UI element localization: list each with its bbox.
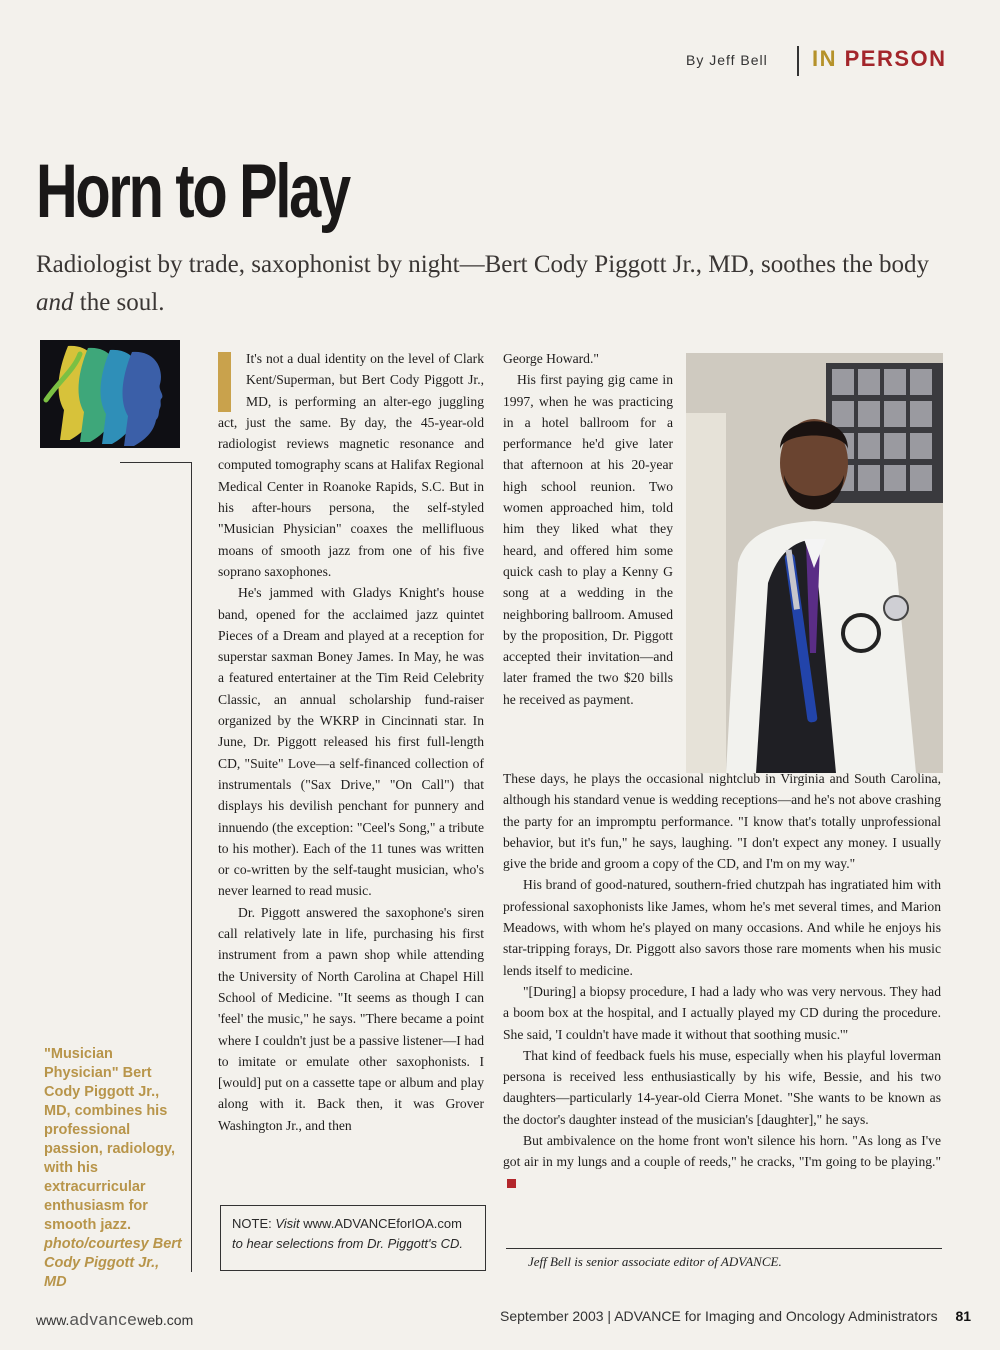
author-rule bbox=[506, 1248, 942, 1249]
deck-text-1: Radiologist by trade, saxophonist by night—Bert Cody Piggott Jr., MD, soothes the body bbox=[36, 251, 930, 278]
section-label-in: IN bbox=[812, 46, 837, 71]
article-paragraph: It's not a dual identity on the level of Clark Kent/Superman, but Bert Cody Piggott Jr., MD, is performing an alter-ego juggling act, just the same. By day, the 45-year-old radiologist reviews magnetic resonance and computed tomography scans at Halifax Regional Medical Center in Roanoke Rapids, S.C. But in his after-hours persona, the self-styled "Musician Physician" coaxes the mellifluous moans of smooth jazz from one of his five soprano saxophones. bbox=[218, 351, 484, 579]
article-column-2-bottom bbox=[503, 768, 941, 1194]
header-divider bbox=[797, 46, 799, 76]
footer-site-suffix: web.com bbox=[137, 1312, 194, 1328]
author-note: Jeff Bell is senior associate editor of ADVANCE. bbox=[528, 1254, 782, 1269]
footer-publication: ADVANCE for Imaging and Oncology Administrators bbox=[614, 1308, 938, 1324]
article-column-2-top bbox=[503, 348, 673, 710]
caption-rule-side bbox=[191, 462, 192, 1272]
photo-caption bbox=[44, 1045, 184, 1292]
deck-emphasis: and bbox=[36, 289, 74, 316]
article-paragraph: That kind of feedback fuels his muse, especially when his playful loverman persona is received less enthusiastically by his wife, Bessie, and his two daughters—particularly 14-year-old Cierra Monet. "She wants to be known as the doctor's daughter instead of the musician's [daughter]," he says. bbox=[503, 1047, 941, 1127]
article-paragraph: He's jammed with Gladys Knight's house band, opened for the acclaimed jazz quintet Pieces of a Dream and played at a reception for superstar saxman Boney James. In May, he was a featured entertainer at the Tim Reid Celebrity Classic, an annual scholarship fund-raiser organized by the WKRP in Cincinnati star. In June, Dr. Piggott released his first full-length CD, "Suite" Love—a self-financed collection of instrumentals ("Sax Drive," "On Call") that displays his devilish penchant for punnery and innuendo (the exception: "Ceel's Song," a tribute to his mother). Each of the 11 tunes was written or co-written by the self-taught musician, who's never learned to read music. bbox=[218, 585, 484, 899]
note-text bbox=[232, 1214, 480, 1254]
note-visit: Visit bbox=[275, 1216, 304, 1231]
end-mark-icon bbox=[507, 1179, 516, 1188]
article-paragraph bbox=[503, 1130, 941, 1194]
byline: By Jeff Bell bbox=[686, 52, 768, 68]
photo-credit: photo/courtesy Bert Cody Piggott Jr., MD bbox=[44, 1236, 182, 1290]
footer-site-brand: advance bbox=[69, 1310, 138, 1329]
section-label-person: PERSON bbox=[844, 46, 947, 71]
footer-website[interactable] bbox=[36, 1310, 193, 1330]
article-paragraph: George Howard." bbox=[503, 351, 599, 366]
article-paragraph: "[During] a biopsy procedure, I had a lady who was very nervous. They had a boom box at the hospital, and I actually played my CD during the procedure. She said, 'I couldn't have made it without that soothing music.'" bbox=[503, 983, 941, 1042]
article-column-1 bbox=[218, 348, 484, 1136]
footer-issue: September 2003 bbox=[500, 1308, 604, 1324]
article-paragraph-text: But ambivalence on the home front won't silence his horn. "As long as I've got air in my lungs and a couple of reeds," he cracks, "I'm going to be playing." bbox=[503, 1133, 941, 1170]
section-label bbox=[812, 46, 947, 72]
footer-divider: | bbox=[607, 1308, 615, 1324]
article-paragraph: His brand of good-natured, southern-fried chutzpah has ingratiated him with professional saxophonists like James, whom he's met several times, and Marion Meadows, with whom he's played on many occasions. And while he enjoys his star-tripping forays, Dr. Piggott also savors those rare moments when his music lends itself to medicine. bbox=[503, 877, 941, 978]
faces-logo-icon bbox=[40, 340, 180, 448]
page-title: Horn to Play bbox=[36, 149, 349, 234]
footer-site-prefix: www. bbox=[36, 1312, 70, 1328]
caption-rule-top bbox=[120, 462, 192, 463]
footer-issue-info bbox=[500, 1308, 972, 1324]
note-rest: to hear selections from Dr. Piggott's CD. bbox=[232, 1236, 464, 1251]
note-label: NOTE: bbox=[232, 1216, 276, 1231]
article-paragraph: His first paying gig came in 1997, when he was practicing in a hotel ballroom for a performance he'd give later that afternoon at his 20-year high school reunion. Two women approached him, told him they liked what they heard, and offered him some quick cash to play a Kenny G song at a wedding in the neighboring ballroom. Amused by the proposition, Dr. Piggott accepted their invitation—and later framed the two $20 bills he received as payment. bbox=[503, 372, 673, 707]
page-number: 81 bbox=[955, 1308, 972, 1324]
deck-text-2: the soul. bbox=[73, 289, 165, 316]
caption-text: "Musician Physician" Bert Cody Piggott Jr., MD, combines his professional passion, radiology, with his extracurricular enthusiasm for smooth jazz. bbox=[44, 1046, 176, 1233]
saxophonist-photo bbox=[686, 353, 943, 773]
article-paragraph: Dr. Piggott answered the saxophone's siren call relatively late in life, purchasing his first instrument from a pawn shop while attending the University of North Carolina at Chapel Hill School of Medicine. "It seems as though I can 'feel' the music," he says. "There became a point where I couldn't just be a passive listener—I had to imitate or emulate other saxophonists. I [would] put on a cassette tape or album and play along with it. Back then, it was Grover Washington Jr., and then bbox=[218, 904, 484, 1133]
article-paragraph: These days, he plays the occasional nightclub in Virginia and South Carolina, although his standard venue is wedding receptions—and he's not above crashing the party for an impromptu performance. "I know that's totally unprofessional behavior, but it's fun," he says, laughing. "I don't expect any money. I usually give the bride and groom a copy of the CD, and I'm on my way." bbox=[503, 771, 941, 872]
article-deck bbox=[36, 246, 936, 322]
note-url[interactable]: www.ADVANCEforIOA.com bbox=[303, 1216, 462, 1231]
